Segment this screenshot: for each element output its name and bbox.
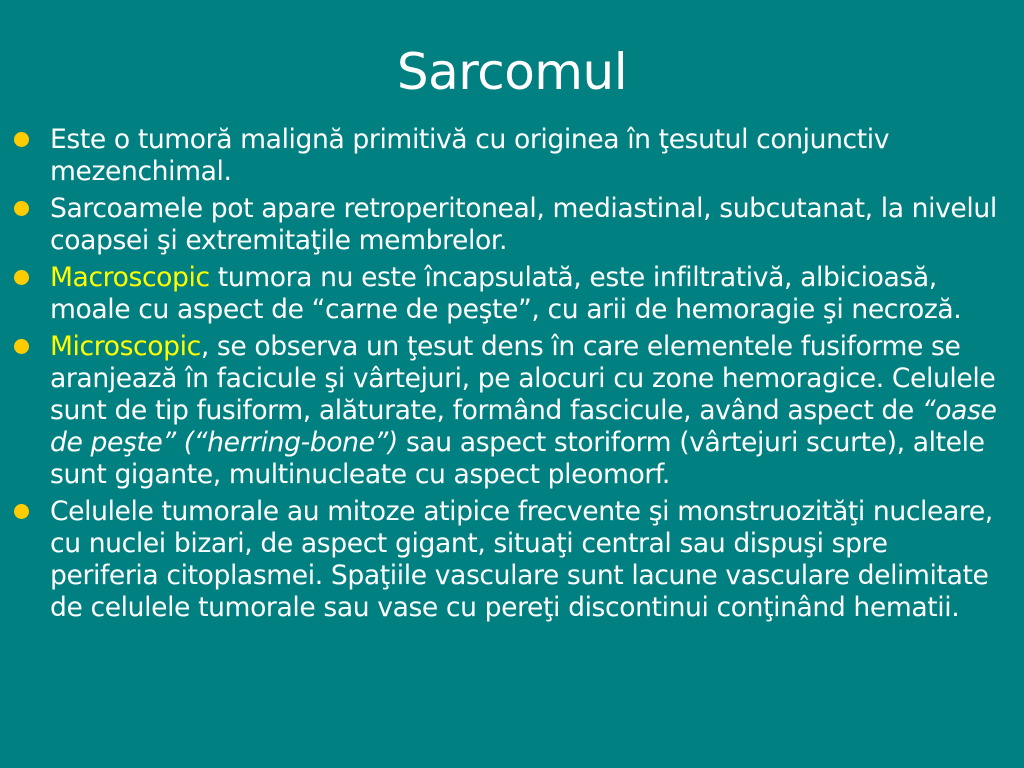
bullet-dot-icon: [14, 270, 29, 285]
bullet-item: [50, 193, 1002, 257]
bullet-text: Sarcoamele pot apare retroperitoneal, mediastinal, subcutanat, la nivelul coapsei şi extremitaţile membrelor.: [50, 193, 997, 256]
bullet-text: Este o tumoră malignă primitivă cu originea în ţesutul conjunctiv mezenchimal.: [50, 124, 890, 187]
bullet-dot-icon: [14, 201, 29, 216]
bullet-item: [50, 262, 1002, 326]
bullet-text: tumora nu este încapsulată, este infiltrativă, albicioasă, moale cu aspect de “carne de peşte”, cu arii de hemoragie şi necroză.: [50, 262, 962, 325]
bullet-italic-text: “oase de peşte” (“herring-bone”): [50, 395, 997, 458]
bullet-text: , se observa un ţesut dens în care elementele fusiforme se aranjează în facicule şi vârtejuri, pe alocuri cu zone hemoragice. Celulele sunt de tip fusiform, alăturate, formând fascicule, având aspect de: [50, 331, 996, 426]
bullet-item: [50, 331, 1002, 491]
bullet-item: [50, 496, 1002, 624]
bullet-text: Celulele tumorale au mitoze atipice frecvente şi monstruozităţi nucleare, cu nuclei bizari, de aspect gigant, situaţi central sau dispuşi spre periferia citoplasmei. Spaţiile vasculare sunt lacune vasculare delimitate de celulele tumorale sau vase cu pereţi discontinui conţinând hematii.: [50, 496, 993, 623]
bullet-highlight-microscopic: Microscopic: [50, 331, 201, 362]
bullet-dot-icon: [14, 504, 29, 519]
bullet-dot-icon: [14, 339, 29, 354]
bullet-highlight-macroscopic: Macroscopic: [50, 262, 210, 293]
bullet-list: [50, 124, 1002, 629]
bullet-dot-icon: [14, 132, 29, 147]
bullet-text: sau aspect storiform (vârtejuri scurte), altele sunt gigante, multinucleate cu aspect pleomorf.: [50, 427, 985, 490]
slide-title: Sarcomul: [396, 43, 628, 101]
bullet-item: [50, 124, 1002, 188]
